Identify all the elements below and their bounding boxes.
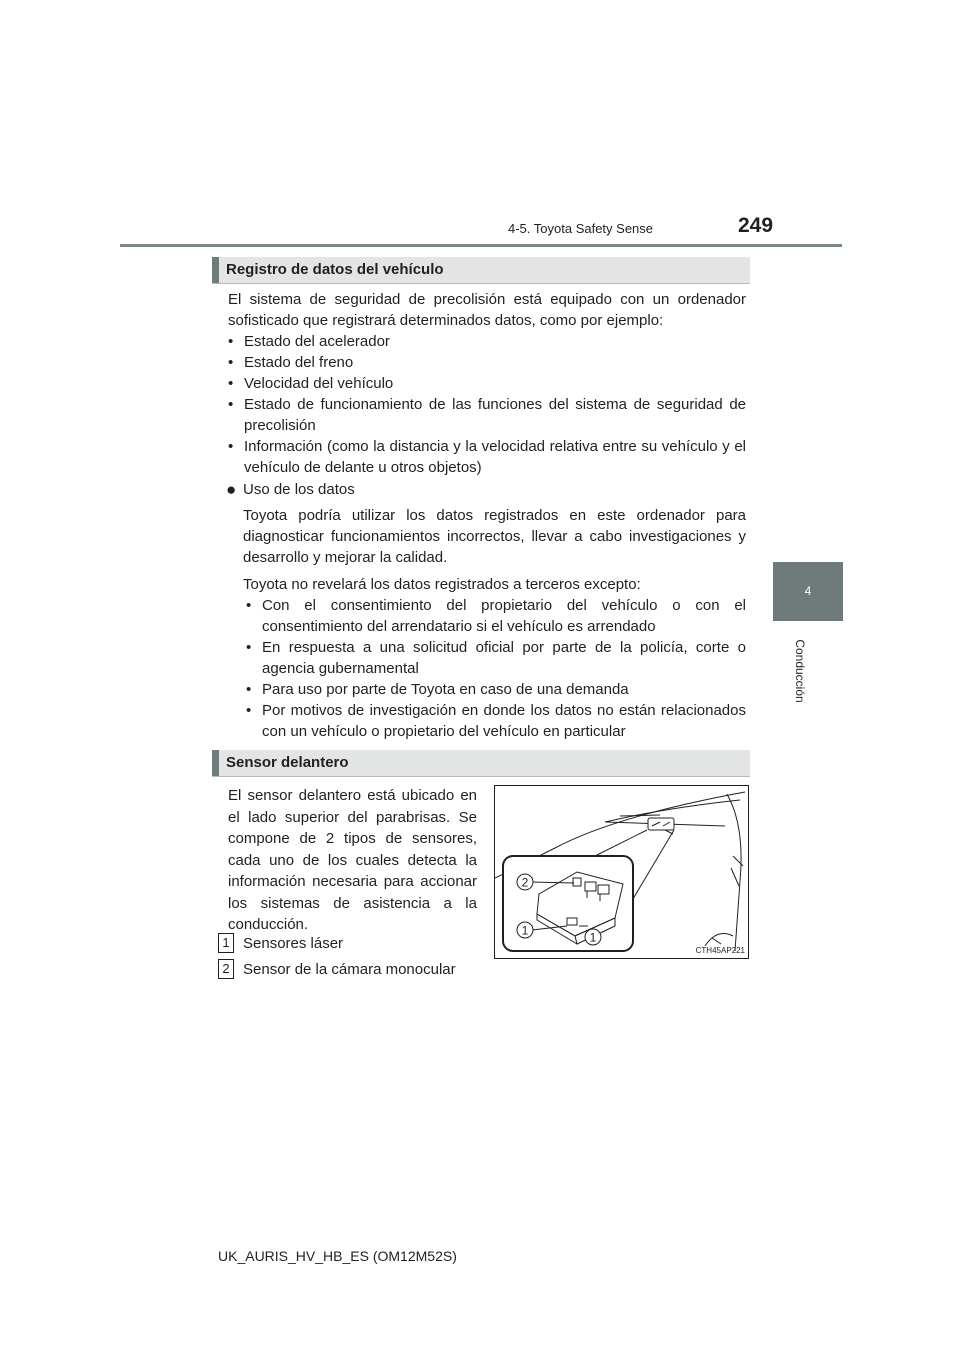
section-heading-data-recording [212, 257, 750, 283]
section-heading-title: Registro de datos del vehículo [226, 261, 444, 278]
callout-label: Sensor de la cámara monocular [243, 961, 456, 978]
windshield-sensor-drawing [495, 786, 749, 959]
list-item: • Con el consentimiento del propietario del vehículo o con el consentimiento del arrendatario si el vehículo es arrendado [246, 595, 746, 637]
data-use-label: Uso de los datos [243, 481, 355, 498]
section-heading-accent [212, 750, 219, 776]
list-item: • Velocidad del vehículo [228, 373, 746, 394]
chapter-tab [773, 562, 843, 621]
callout-number-box: 2 [218, 959, 234, 979]
list-item: • Por motivos de investigación en donde los datos no están relacionados con un vehículo o propietario del vehículo en particular [246, 700, 746, 742]
page-number: 249 [738, 214, 774, 237]
figure-label-laser: 1 [521, 923, 529, 938]
list-item: • Estado del acelerador [228, 331, 746, 352]
callout-number-box: 1 [218, 933, 234, 953]
data-use-paragraph: Toyota podría utilizar los datos registrados en este ordenador para diagnosticar funcionamientos incorrectos, llevar a cabo investigaciones y desarrollo y mejorar la calidad. [243, 507, 746, 566]
data-disclosure-paragraph: Toyota no revelará los datos registrados a terceros excepto: [243, 576, 641, 593]
callout-label: Sensores láser [243, 935, 344, 952]
chapter-tab-number: 4 [804, 584, 812, 598]
front-sensor-paragraph: El sensor delantero está ubicado en el lado superior del parabrisas. Se compone de 2 tipos de sensores, cada uno de los cuales detecta la información necesaria para accionar los sistemas de asistencia a la conducción. [228, 787, 477, 933]
section-heading-front-sensor [212, 750, 750, 776]
section-heading-rule [212, 283, 750, 284]
list-item: • Para uso por parte de Toyota en caso de una demanda [246, 679, 746, 700]
section-heading-accent [212, 257, 219, 283]
list-item: • En respuesta a una solicitud oficial por parte de la policía, corte o agencia gubernamental [246, 637, 746, 679]
front-sensor-illustration [494, 785, 749, 959]
figure-code: CTH45AP221 [695, 946, 745, 955]
list-item: • Estado de funcionamiento de las funciones del sistema de seguridad de precolisión [228, 394, 746, 436]
circle-bullet-icon: ● [226, 480, 237, 499]
section-heading-title: Sensor delantero [226, 754, 349, 771]
header-section-title: 4-5. Toyota Safety Sense [508, 221, 654, 236]
list-item: • Información (como la distancia y la velocidad relativa entre su vehículo y el vehículo de delante u otros objetos) [228, 436, 746, 478]
disclosure-exceptions-list [246, 595, 746, 742]
figure-label-camera: 2 [521, 875, 529, 890]
data-recording-intro: El sistema de seguridad de precolisión está equipado con un ordenador sofisticado que registrará determinados datos, como por ejemplo: [228, 291, 746, 329]
document-id: UK_AURIS_HV_HB_ES (OM12M52S) [218, 1248, 457, 1264]
recorded-data-list [228, 331, 746, 478]
section-heading-rule [212, 776, 750, 777]
figure-label-laser: 1 [589, 930, 597, 945]
list-item: • Estado del freno [228, 352, 746, 373]
header-divider [120, 244, 842, 247]
chapter-tab-label: Conducción [793, 639, 807, 703]
